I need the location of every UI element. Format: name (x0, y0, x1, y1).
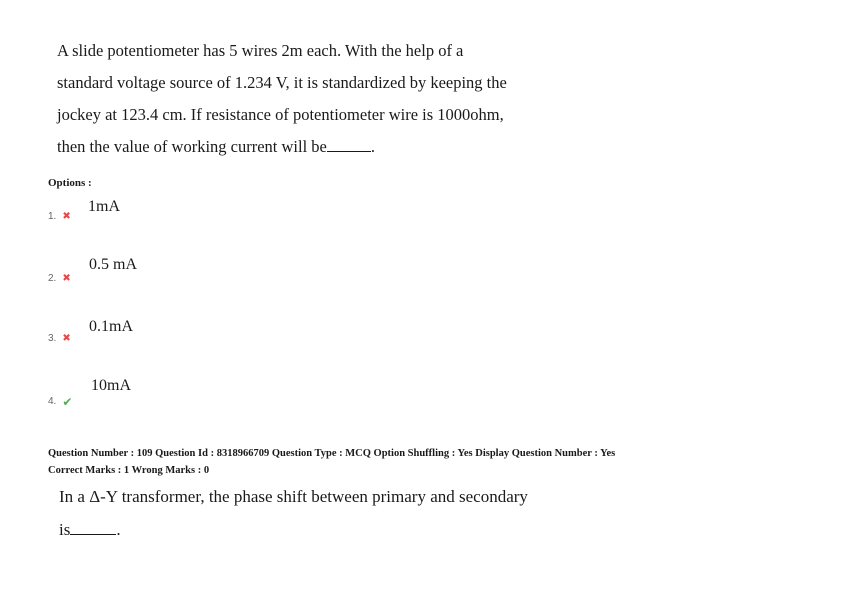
question-line-1: A slide potentiometer has 5 wires 2m each. With the help of a (57, 41, 464, 60)
answer-blank (327, 139, 371, 152)
option-1-text: 1mA (88, 198, 120, 215)
option-2-number-row (48, 273, 71, 285)
cross-icon: ✖ (62, 333, 71, 344)
options-heading: Options : (48, 177, 92, 189)
option-2-text: 0.5 mA (89, 256, 137, 273)
checkmark-icon: ✔ (62, 395, 73, 409)
next-question-line-1: In a Δ-Y transformer, the phase shift between primary and secondary (59, 487, 528, 506)
option-4-number-row (48, 396, 72, 408)
option-3-number: 3. (48, 333, 57, 344)
next-question-blank-suffix: . (116, 520, 121, 539)
cross-icon: ✖ (62, 273, 71, 284)
option-3-text: 0.1mA (89, 318, 133, 335)
option-1-number: 1. (48, 211, 57, 222)
answer-blank (70, 522, 116, 535)
next-question-line-2-text: is (59, 520, 71, 539)
question-line-4 (57, 137, 375, 157)
option-3-number-row (48, 333, 71, 345)
question-meta-line-2: Correct Marks : 1 Wrong Marks : 0 (48, 465, 210, 476)
option-1-number-row (48, 211, 71, 223)
question-line-2: standard voltage source of 1.234 V, it is standardized by keeping the (57, 73, 507, 92)
question-line-4-text: then the value of working current will be (57, 137, 327, 156)
question-line-3: jockey at 123.4 cm. If resistance of potentiometer wire is 1000ohm, (57, 105, 504, 124)
option-4-number: 4. (48, 396, 57, 407)
option-2-number: 2. (48, 273, 57, 284)
question-meta-line-1: Question Number : 109 Question Id : 8318966709 Question Type : MCQ Option Shuffling : Yes Display Question Number : Yes (48, 448, 616, 459)
cross-icon: ✖ (62, 211, 71, 222)
question-blank-suffix: . (370, 137, 375, 156)
option-4-text: 10mA (91, 377, 131, 394)
next-question-line-2 (59, 520, 121, 540)
